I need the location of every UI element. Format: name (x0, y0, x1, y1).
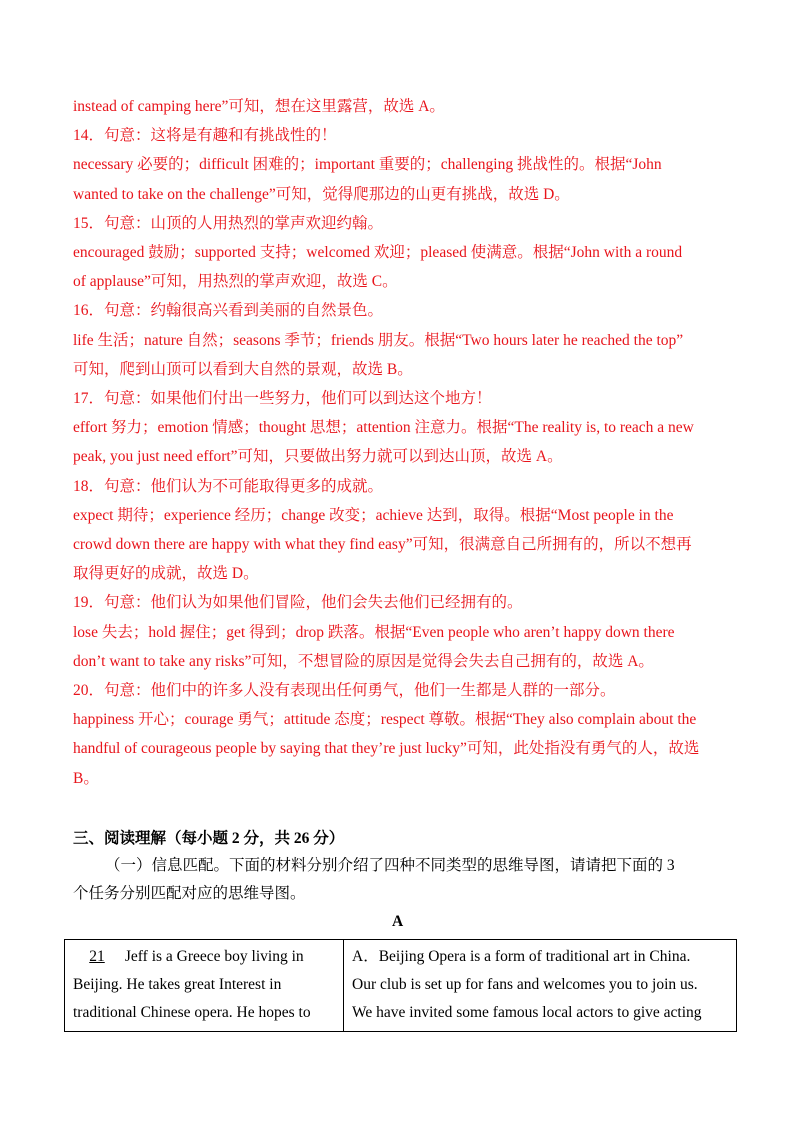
option-cell (344, 940, 737, 1032)
section-intro-line-2: 个任务分别匹配对应的思维导图。 (73, 885, 306, 902)
explanation-line: 16．句意：约翰很高兴看到美丽的自然景色。 (73, 302, 384, 319)
explanation-line: of applause”可知，用热烈的掌声欢迎，故选 C。 (73, 273, 398, 290)
explanation-line: 14．句意：这将是有趣和有挑战性的！ (73, 127, 337, 144)
explanation-line: B。 (73, 770, 99, 787)
section-intro-line-1: （一）信息匹配。下面的材料分别介绍了四种不同类型的思维导图，请请把下面的 3 (105, 857, 675, 874)
explanation-line: 15．句意：山顶的人用热烈的掌声欢迎约翰。 (73, 215, 384, 232)
table-row (65, 940, 737, 1032)
explanation-line: 19．句意：他们认为如果他们冒险，他们会失去他们已经拥有的。 (73, 594, 523, 611)
explanation-line: encouraged 鼓励；supported 支持；welcomed 欢迎；pleased 使满意。根据“John with a round (73, 244, 683, 261)
section-heading: 三、阅读理解（每小题 2 分，共 26 分） (73, 830, 345, 847)
explanation-line: don’t want to take any risks”可知，不想冒险的原因是觉得会失去自己拥有的，故选 A。 (73, 653, 654, 670)
option-line-2: Our club is set up for fans and welcomes you to join us. (352, 976, 698, 993)
explanation-line: 可知，爬到山顶可以看到大自然的景观，故选 B。 (73, 361, 413, 378)
explanation-line: wanted to take on the challenge”可知，觉得爬那边的山更有挑战，故选 D。 (73, 186, 570, 203)
explanation-line: necessary 必要的；difficult 困难的；important 重要的；challenging 挑战性的。根据“John (73, 156, 662, 173)
explanation-line: crowd down there are happy with what they find easy”可知，很满意自己所拥有的，所以不想再 (73, 536, 692, 553)
explanation-line: instead of camping here”可知，想在这里露营，故选 A。 (73, 98, 445, 115)
explanation-line: 18．句意：他们认为不可能取得更多的成就。 (73, 478, 384, 495)
explanation-line: lose 失去；hold 握住；get 得到；drop 跌落。根据“Even people who aren’t happy down there (73, 624, 675, 641)
explanation-line: life 生活；nature 自然；seasons 季节；friends 朋友。根据“Two hours later he reached the top” (73, 332, 684, 349)
explanation-line: handful of courageous people by saying that they’re just lucky”可知，此处指没有勇气的人，故选 (73, 740, 700, 757)
explanation-line: 17．句意：如果他们付出一些努力，他们可以到达这个地方！ (73, 390, 492, 407)
explanation-line: 20．句意：他们中的许多人没有表现出任何勇气，他们一生都是人群的一部分。 (73, 682, 616, 699)
explanation-line: 取得更好的成就，故选 D。 (73, 565, 259, 582)
task-cell (65, 940, 344, 1032)
explanation-line: happiness 开心；courage 勇气；attitude 态度；respect 尊敬。根据“They also complain about the (73, 711, 697, 728)
task-line-2: Beijing. He takes great Interest in (73, 976, 282, 993)
task-line-1 (73, 943, 335, 971)
task-text: Jeff is a Greece boy living in (124, 948, 304, 965)
option-line-1: A．Beijing Opera is a form of traditional art in China. (352, 948, 691, 965)
answer-blank[interactable]: 21 (89, 948, 105, 965)
explanation-line: peak, you just need effort”可知，只要做出努力就可以到达山顶，故选 A。 (73, 448, 563, 465)
explanation-line: expect 期待；experience 经历；change 改变；achieve 达到，取得。根据“Most people in the (73, 507, 674, 524)
option-line-3: We have invited some famous local actors to give acting (352, 1004, 702, 1021)
part-label: A (392, 913, 404, 930)
task-line-3: traditional Chinese opera. He hopes to (73, 1004, 311, 1021)
explanation-line: effort 努力；emotion 情感；thought 思想；attention 注意力。根据“The reality is, to reach a new (73, 419, 694, 436)
matching-table (64, 939, 737, 1032)
